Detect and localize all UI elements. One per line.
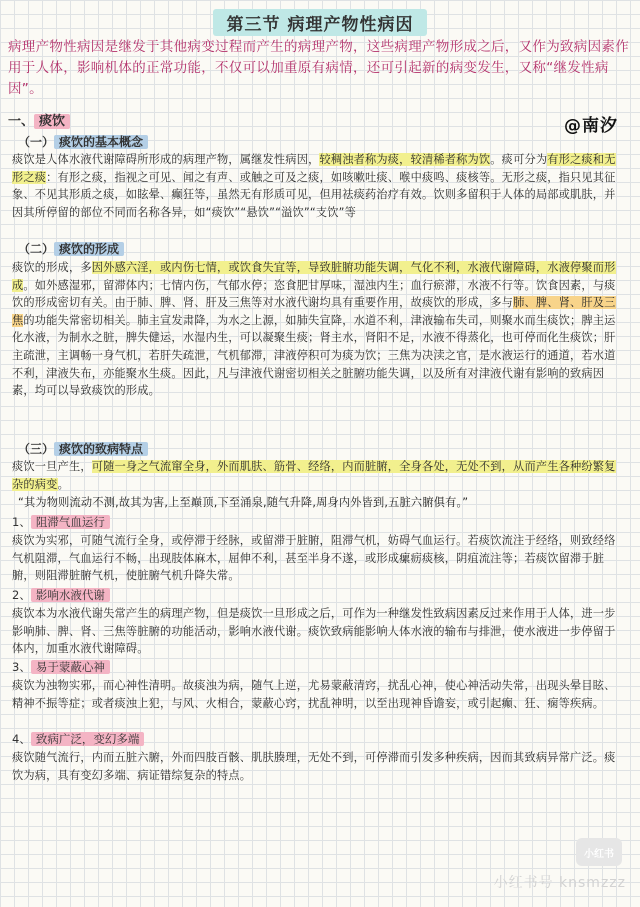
intro-paragraph: 病理产物性病因是继发于其他病变过程而产生的病理产物，这些病理产物形成之后，又作为致病因素作用于人体，影响机体的正常功能，不仅可以加重原有病情，还可引起新的病变发生，又称“继发性病因”。 bbox=[8, 39, 629, 97]
watermark: 小红书号 knsmzzz bbox=[493, 875, 626, 891]
subsection-heading-features bbox=[18, 440, 148, 457]
subsection-heading-formation bbox=[18, 240, 124, 257]
app-logo-badge: 小红书 bbox=[576, 838, 622, 866]
classic-quote: “其为物则流动不测,故其为害,上至巅顶,下至涌泉,随气升降,周身内外皆到,五脏六腑俱有。” bbox=[18, 496, 469, 509]
item-number: 3、 bbox=[12, 660, 31, 674]
item-label: 阻滞气血运行 bbox=[31, 515, 110, 529]
highlight-run: 较稠浊者称为痰，较清稀者称为饮 bbox=[319, 153, 491, 166]
subsection-label: 痰饮的致病特点 bbox=[54, 442, 148, 456]
subsection-number: （二） bbox=[18, 242, 55, 256]
item-heading-1 bbox=[12, 514, 110, 530]
highlight-run: 因外感六淫，或内伤七情，或饮食失宜等，导致脏腑功能失调，气化不利，水液代谢障碍，水液停聚而形成 bbox=[12, 261, 616, 292]
text-run: 痰饮的形成，多 bbox=[12, 261, 92, 274]
item-label: 影响水液代谢 bbox=[31, 588, 110, 602]
item-text-4: 痰饮随气流行，内而五脏六腑，外而四肢百骸、肌肤腠理，无处不到，可停滞而引发多种疾病，因而其致病异常广泛。痰饮为病，具有变幻多端、病证错综复杂的特点。 bbox=[12, 751, 616, 782]
concept-paragraph bbox=[12, 151, 626, 221]
text-run: 。痰可分为 bbox=[490, 153, 548, 166]
subsection-number: （三） bbox=[18, 442, 55, 456]
item-heading-3 bbox=[12, 659, 110, 675]
section-label: 痰饮 bbox=[34, 114, 70, 129]
text-run: 。 bbox=[57, 477, 69, 491]
text-run: ：有形之痰，指视之可见、闻之有声、或触之可及之痰，如咳嗽吐痰、喉中痰鸣、痰核等。无形之痰，指只见其征象、不见其形质之痰，如眩晕、癫狂等，虽然无有形质可见，但用祛痰药治疗有效。饮则多留积于人体的局部或肌肤，并因其所停留的部位不同而名称各异，如“痰饮”“悬饮”“溢饮”“支饮”等 bbox=[12, 170, 616, 219]
features-paragraph bbox=[12, 458, 626, 493]
highlight-run: 可随一身之气流窜全身，外而肌肤、筋骨、经络，内而脏腑，全身各处，无处不到，从而产生各种纷繁复杂的病变 bbox=[12, 460, 616, 491]
highlight-run: 肺、脾、肾、肝及三焦 bbox=[12, 296, 616, 327]
page-title: 第三节 病理产物性病因 bbox=[213, 9, 428, 36]
item-label: 致病广泛，变幻多端 bbox=[31, 732, 145, 746]
item-heading-4 bbox=[12, 731, 144, 747]
item-number: 4、 bbox=[12, 732, 31, 746]
subsection-number: （一） bbox=[18, 135, 55, 149]
subsection-heading-concept bbox=[18, 133, 148, 150]
formation-paragraph bbox=[12, 259, 626, 400]
item-number: 2、 bbox=[12, 588, 31, 602]
text-run: 的功能失常密切相关。肺主宣发肃降，为水之上源，如肺失宣降，水道不利，津液输布失司，则聚水而生痰饮；脾主运化水液，为制水之脏，脾失健运，水湿内生，可以凝聚生痰；肾主水，肾阳不足，水液不得蒸化，也可停而化生痰饮；肝主疏泄，主调畅一身气机，若肝失疏泄，气机郁滞，津液停积可为痰为饮；三焦为决渎之官，是水液运行的通道，若水道不利，津液失布，亦能聚水生痰。因此，凡与津液代谢密切相关之脏腑功能失调，以及所有对津液代谢有影响的致病因素，均可以导致痰饮的形成。 bbox=[12, 313, 616, 398]
text-run: 。如外感湿邪，留滞体内；七情内伤，气郁水停；恣食肥甘厚味，湿浊内生；血行瘀滞，水液不行等。饮食因素，与痰饮的形成密切有关。由于肺、脾、肾、肝及三焦等对水液代谢均具有重要作用，故痰饮的形成，多与 bbox=[12, 278, 616, 310]
section-heading-tanyin bbox=[8, 110, 70, 129]
subsection-label: 痰饮的基本概念 bbox=[54, 135, 148, 149]
item-text-1: 痰饮为实邪，可随气流行全身，或停滞于经脉，或留滞于脏腑，阻滞气机，妨碍气血运行。若痰饮流注于经络，则致经络气机阻滞，气血运行不畅，出现肢体麻木，屈伸不利，甚至半身不遂，或形成瘰疬痰核，阴疽流注等；若痰饮留滞于脏腑，则阻滞脏腑气机，使脏腑气机升降失常。 bbox=[12, 534, 616, 583]
text-run: 痰饮一旦产生， bbox=[12, 460, 92, 473]
author-brand: @南汐 bbox=[564, 116, 618, 136]
text-run: 痰饮是人体水液代谢障碍所形成的病理产物，属继发性病因， bbox=[12, 153, 320, 166]
highlight-run: 有形之痰和无形之痰 bbox=[12, 153, 616, 184]
item-text-2: 痰饮本为水液代谢失常产生的病理产物，但是痰饮一旦形成之后，可作为一种继发性致病因素反过来作用于人体，进一步影响肺、脾、肾、三焦等脏腑的功能活动，影响水液代谢。痰饮致病能影响人体水液的输布与排泄，使水液进一步停留于体内，加重水液代谢障碍。 bbox=[12, 607, 616, 656]
section-number: 一、 bbox=[8, 114, 35, 129]
subsection-label: 痰饮的形成 bbox=[54, 242, 124, 256]
item-text-3: 痰饮为浊物实邪，而心神性清明。故痰浊为病，随气上逆，尤易蒙蔽清窍，扰乱心神，使心神活动失常，出现头晕目眩、精神不振等症；或者痰浊上犯，与风、火相合，蒙蔽心窍，扰乱神明，以至出现神昏谵妄，或引起癫、狂、痫等疾病。 bbox=[12, 679, 616, 710]
item-label: 易于蒙蔽心神 bbox=[31, 660, 110, 674]
item-number: 1、 bbox=[12, 515, 31, 529]
item-heading-2 bbox=[12, 587, 110, 603]
title-row bbox=[0, 9, 640, 36]
